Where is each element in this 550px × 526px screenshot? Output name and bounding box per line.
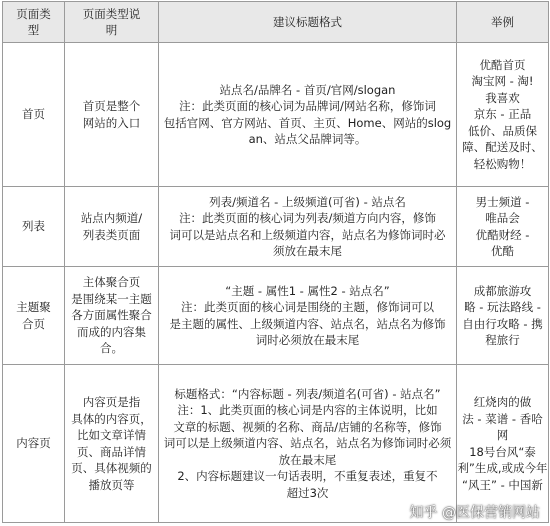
row-desc: 主体聚合页 是围绕某一主题 各方面属性聚合 而成的内容集 合。 xyxy=(65,267,159,365)
row-example: 男士频道 - 唯品会 优酷财经 - 优酷 xyxy=(457,187,549,267)
header-row xyxy=(3,2,549,43)
row-example: 成都旅游攻 略 - 玩法路线 - 自由行攻略 - 携 程旅行 xyxy=(457,267,549,365)
row-example: 红烧肉的做 法 - 菜谱 - 香哈 网 18号台风“泰 利”生成,或成今年 “风王” - 中国新 xyxy=(457,365,549,523)
row-desc: 内容页是指 具体的内容页， 比如文章详情 页、商品详情 页、具体视频的 播放页等 xyxy=(65,365,159,523)
seo-title-table xyxy=(2,1,549,523)
row-type: 主题聚 合页 xyxy=(3,267,65,365)
row-desc: 站点内频道/ 列表类页面 xyxy=(65,187,159,267)
row-type: 首页 xyxy=(3,43,65,187)
row-format: “主题 - 属性1 - 属性2 - 站点名” 注：此类页面的核心词是围绕的主题，修饰词可以 是主题的属性、上级频道内容、站点名，站点名为修饰 词时必须放在最末尾 xyxy=(159,267,457,365)
zhihu-watermark: 知乎 @医保营销网站 xyxy=(409,505,540,521)
header-format: 建议标题格式 xyxy=(159,2,457,43)
table-row xyxy=(3,43,549,187)
row-example: 优酷首页 淘宝网 - 淘! 我喜欢 京东 - 正品 低价、品质保 障、配送及时、 轻松购物！ xyxy=(457,43,549,187)
table-row xyxy=(3,187,549,267)
row-format: 站点名/品牌名 - 首页/官网/slogan 注：此类页面的核心词为品牌词/网站名称，修饰词 包括官网、官方网站、首页、主页、Home、网站的slog an、站点父品牌词等。 xyxy=(159,43,457,187)
row-desc: 首页是整个 网站的入口 xyxy=(65,43,159,187)
row-format: 标题格式：“内容标题 - 列表/频道名(可省) - 站点名” 注：1、此类页面的核心词是内容的主体说明，比如 文章的标题、视频的名称、商品/店铺的名称等，修饰 词可以是上级频道内容、站点名，站点名为修饰词时必须 放在最末尾 2、内容标题建议一句话表明，不重复表述，重复不 超过3次 xyxy=(159,365,457,523)
header-example: 举例 xyxy=(457,2,549,43)
header-desc: 页面类型说 明 xyxy=(65,2,159,43)
header-type: 页面类 型 xyxy=(3,2,65,43)
row-format: 列表/频道名 - 上级频道(可省) - 站点名 注：此类页面的核心词为列表/频道方向内容，修饰 词可以是站点名和上级频道内容，站点名为修饰词时必 须放在最末尾 xyxy=(159,187,457,267)
table-row xyxy=(3,267,549,365)
row-type: 列表 xyxy=(3,187,65,267)
table-row xyxy=(3,365,549,523)
row-type: 内容页 xyxy=(3,365,65,523)
